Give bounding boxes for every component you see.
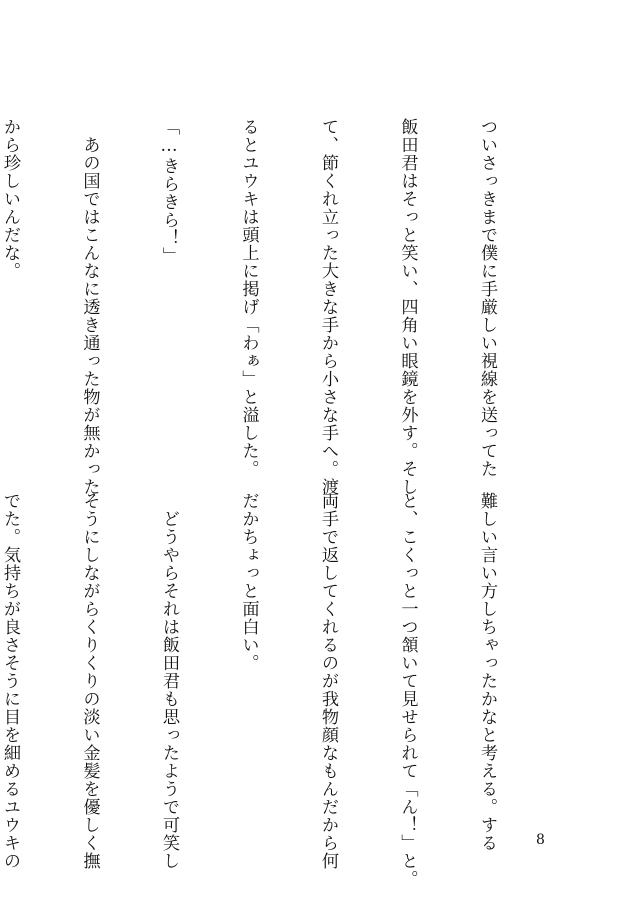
text-line: と、こくっと一つ頷いて見せられて「ん！」と。 — [397, 492, 418, 888]
text-line: から珍しいんだな。 — [0, 118, 20, 280]
text-line: あの国ではこんなに透き通った物が無かった — [79, 118, 100, 496]
text-line: て、節くれ立った大きな手から小さな手へ。渡 — [318, 118, 338, 496]
text-block-bottom — [0, 492, 553, 888]
text-line: 両手で返してくれるのが我物顔なもんだから何 — [318, 492, 338, 870]
text-line: どうやらそれは飯田君も思ったようで可笑し — [159, 492, 179, 870]
text-line: ついさっきまで僕に手厳しい視線を送ってた — [477, 118, 497, 478]
text-line: 難しい言い方しちゃったかなと考える。する — [477, 492, 497, 852]
page-number: 8 — [536, 832, 545, 848]
text-line: 飯田君はそっと笑い、四角い眼鏡を外す。そし — [397, 118, 418, 496]
text-line: だかちょっと面白い。 — [238, 492, 259, 672]
text-line: るとユウキは頭上に掲げ「わぁ」と溢した。 — [238, 118, 259, 478]
text-line: そうにしながらくりくりの淡い金髪を優しく撫 — [79, 492, 100, 870]
text-line: 「…きらきら！」 — [159, 118, 179, 265]
text-block-top — [0, 118, 553, 496]
text-line: でた。気持ちが良さそうに目を細めるユウキの — [0, 492, 20, 870]
